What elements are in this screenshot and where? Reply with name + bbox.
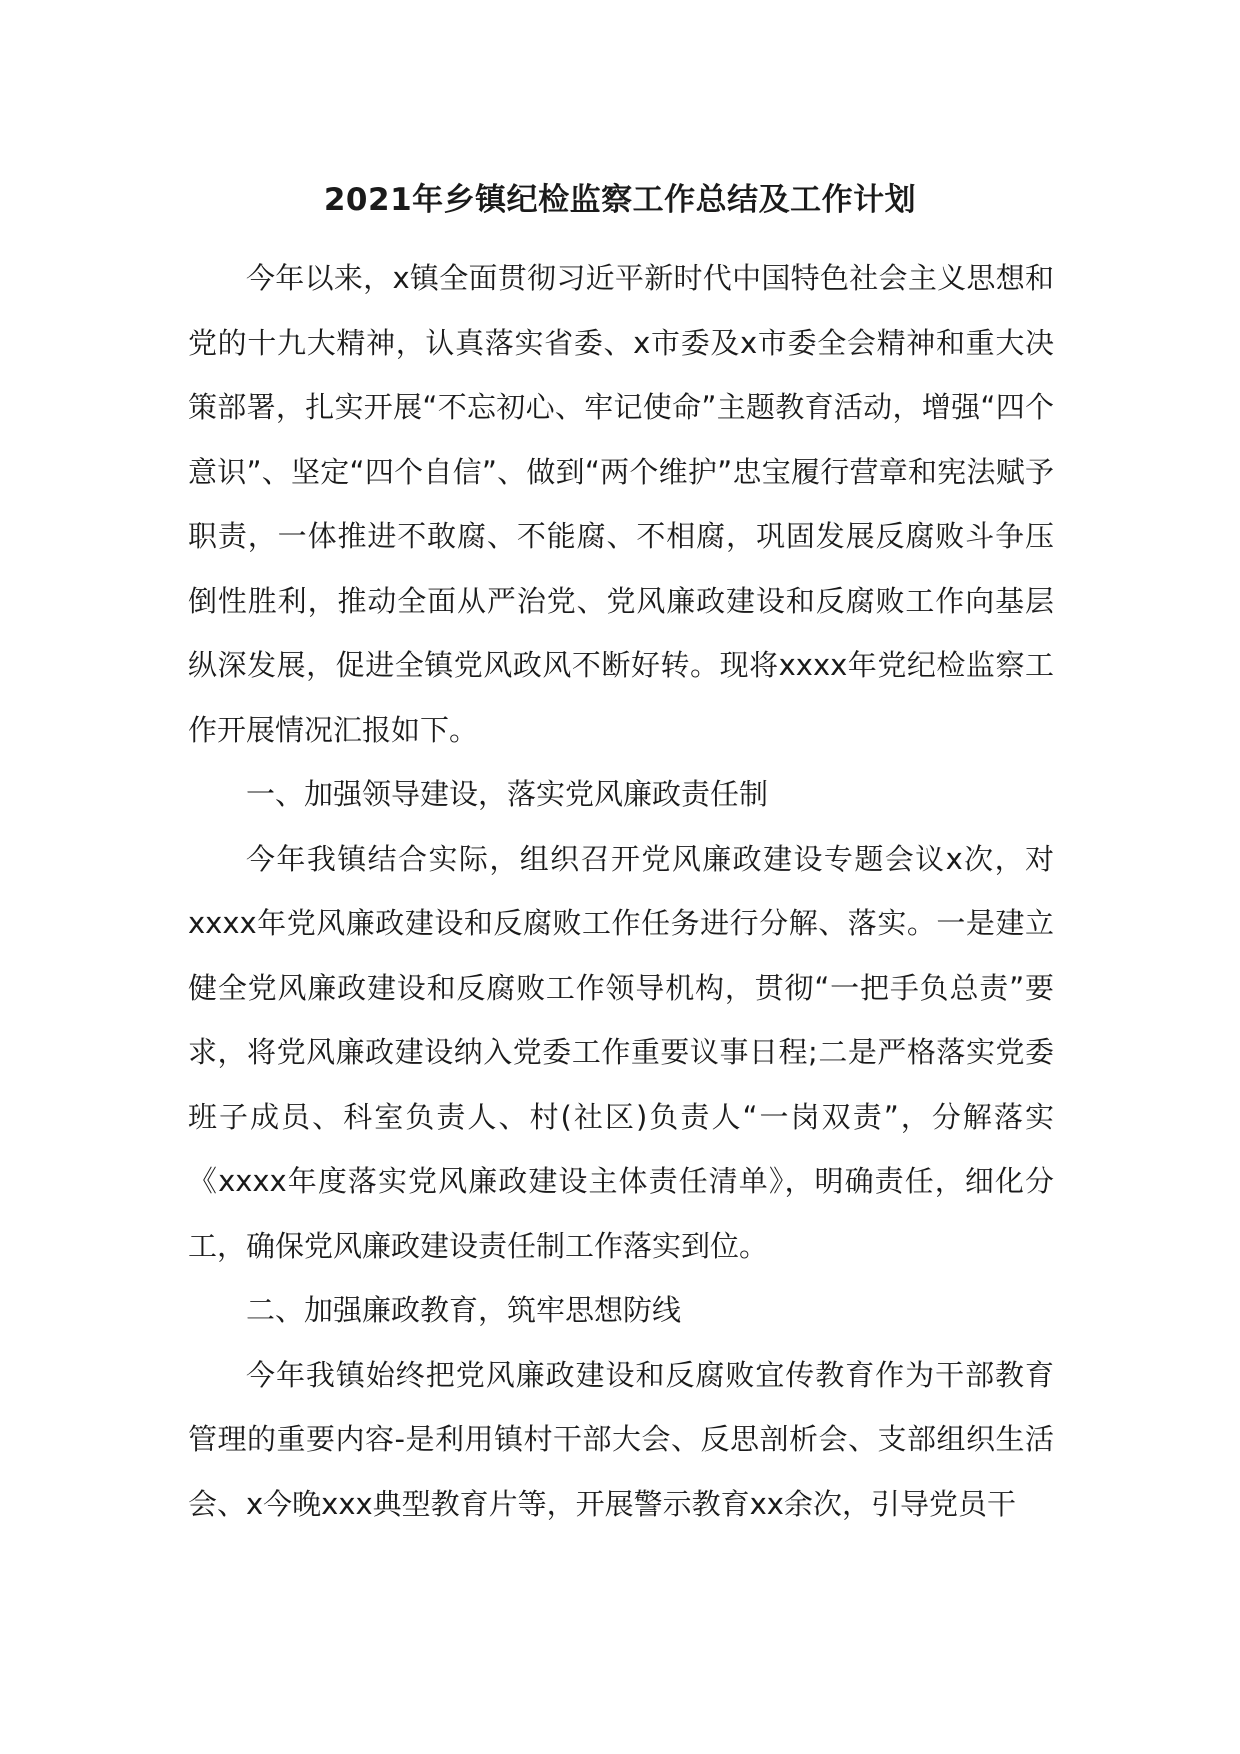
document-title: 2021年乡镇纪检监察工作总结及工作计划: [323, 182, 917, 218]
section-2-paragraph: 今年我镇始终把党风廉政建设和反腐败宜传教育作为干部教育管理的重要内容-是利用镇村干部大会、反思剖析会、支部组织生活会、x今晚xxx典型教育片等，开展警示教育xx余次，引导党员干: [188, 1357, 1054, 1521]
document-body: [188, 246, 1054, 1536]
section-heading-1: 一、加强领导建设，落实党风廉政责任制: [246, 777, 769, 811]
section-1-paragraph: 今年我镇结合实际，组织召开党风廉政建设专题会议x次，对xxxx年党风廉政建设和反腐败工作任务进行分解、落实。一是建立健全党风廉政建设和反腐败工作领导机构，贯彻“一把手负总责”要求，将党风廉政建设纳入党委工作重要议事日程;二是严格落实党委班子成员、科室负责人、村(社区)负责人“一岗双责”，分解落实《xxxx年度落实党风廉政建设主体责任清单》，明确责任，细化分工，确保党风廉政建设责任制工作落实到位。: [188, 841, 1054, 1263]
section-heading-2: 二、加强廉政教育，筑牢思想防线: [246, 1293, 682, 1327]
intro-paragraph: 今年以来，x镇全面贯彻习近平新时代中国特色社会主义思想和党的十九大精神，认真落实省委、x市委及x市委全会精神和重大决策部署，扎实开展“不忘初心、牢记使命”主题教育活动，增强“四个意识”、坚定“四个自信”、做到“两个维护”忠宝履行营章和宪法赋予职责，一体推进不敢腐、不能腐、不相腐，巩固发展反腐败斗争压倒性胜利，推动全面从严治党、党风廉政建设和反腐败工作向基层纵深发展，促进全镇党风政风不断好转。现将xxxx年党纪检监察工作开展情况汇报如下。: [188, 261, 1054, 747]
